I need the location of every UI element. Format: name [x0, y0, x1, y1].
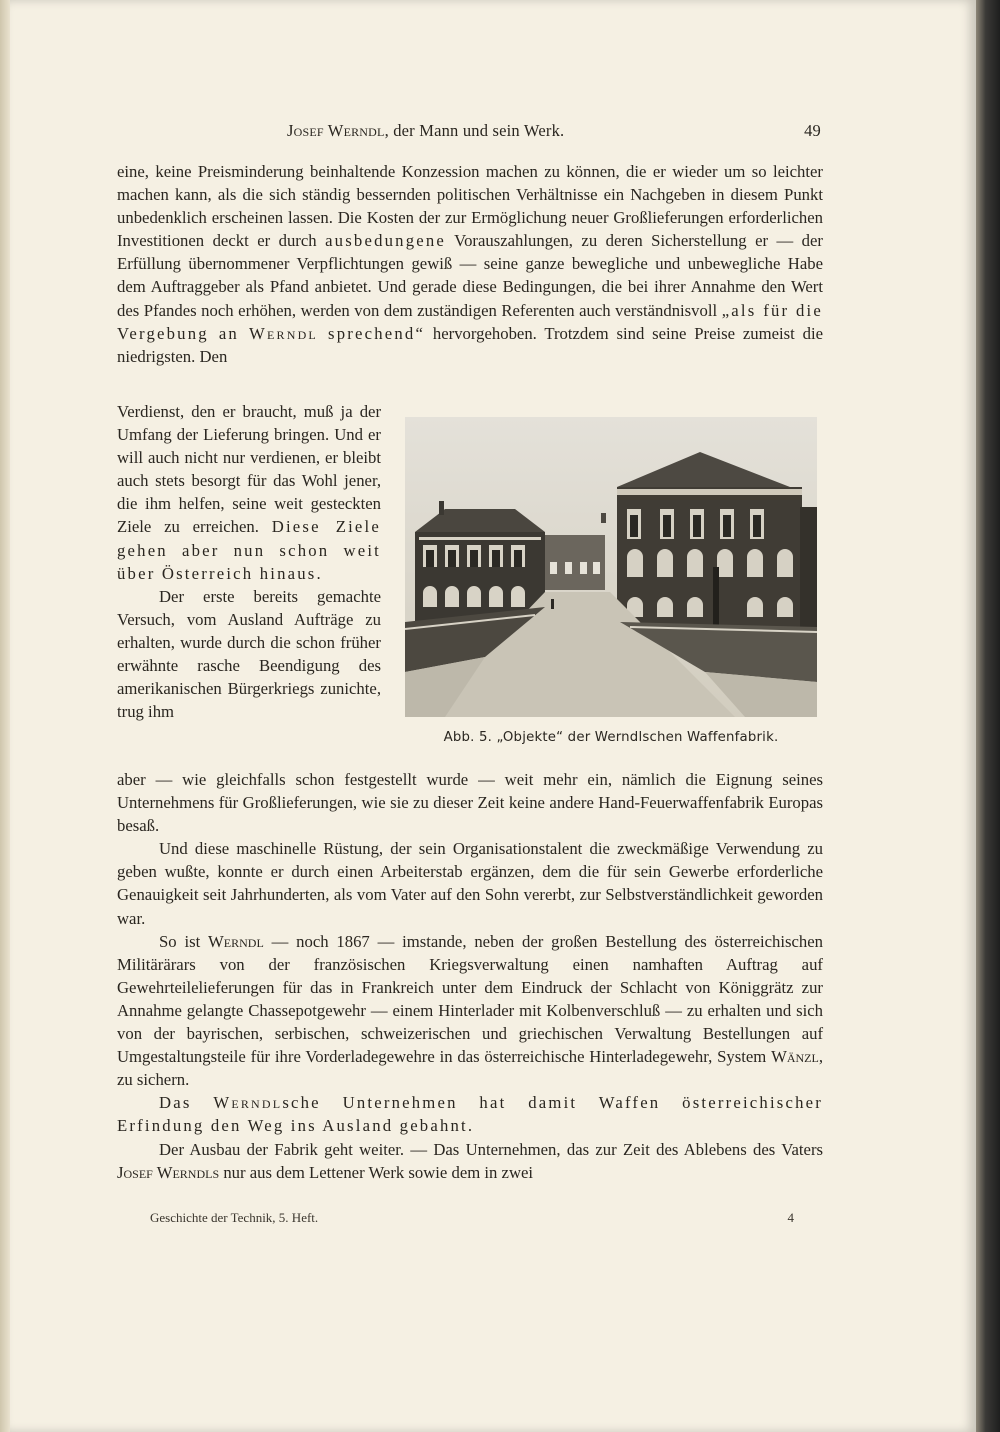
text-run: sche Unternehmen hat damit Waffen österreichischer Erfindung den Weg ins Ausland gebahnt. — [117, 1093, 823, 1136]
page-edge-shadow — [976, 0, 1000, 1432]
person-name: Werndl — [249, 323, 318, 343]
footer-series: Geschichte der Technik, 5. Heft. — [150, 1210, 319, 1225]
paragraph-spaced — [117, 1091, 823, 1137]
paragraph-continuation — [117, 768, 823, 837]
person-name: Werndl — [208, 931, 264, 951]
body-text-left-column — [117, 400, 381, 723]
text-run: nur aus dem Lettener Werk sowie dem in zwei — [219, 1162, 534, 1182]
paragraph-continuation — [117, 400, 381, 585]
text-run: Der Ausbau der Fabrik geht weiter. — Das Unternehmen, das zur Zeit des Ablebens des Vaters — [159, 1139, 823, 1159]
figure-person — [551, 599, 554, 609]
text-run: hervorgehoben. Trotzdem sind seine Preise zumeist die niedrigsten. Den — [117, 323, 823, 366]
text-run: Verdienst, den er braucht, muß ja der Umfang der Lieferung bringen. Und er will auch nicht nur verdienen, er bleibt auch stets besorgt für das Wohl jener, die ihm helfen, seine weit gesteckten Ziele zu erreichen. — [117, 402, 381, 537]
paragraph — [117, 585, 381, 724]
text-run: aber — wie gleichfalls schon festgestellt wurde — weit mehr ein, nämlich die Eignung seines Unternehmens für Großlieferungen, wie sie zu dieser Zeit keine andere Hand-Feuerwaffenfabrik Europas besaß. — [117, 770, 823, 836]
body-text-top — [117, 160, 823, 368]
header-author-name: Josef Werndl — [287, 121, 385, 140]
figure-caption: Abb. 5. „Objekte“ der Werndlschen Waffenfabrik. — [443, 730, 779, 745]
spaced-text: Diese Ziele gehen aber nun schon weit über Österreich hinaus. — [117, 517, 381, 583]
body-text-bottom — [117, 768, 823, 1184]
paragraph — [117, 837, 823, 929]
text-run: Und diese maschinelle Rüstung, der sein Organisationstalent die zweckmäßige Verwendung zu geben wußte, konnte er durch einen Arbeiterstab ergänzen, dem die für sein Gewerbe erforderliche Genauigkeit seit Jahrhunderten, als vom Vater auf den Sohn vererbt, zur Selbstverständlichkeit geworden war. — [117, 839, 823, 928]
spaced-text: ausbedungene — [325, 231, 447, 251]
text-run: Der erste bereits gemachte Versuch, vom Ausland Aufträge zu erhalten, wurde durch die schon früher erwähnte rasche Beendigung des amerikanischen Bürgerkriegs zunichte, trug ihm — [117, 586, 381, 722]
running-header — [117, 118, 823, 146]
running-title — [287, 121, 564, 141]
factory-photo-drawing — [405, 417, 817, 717]
footer-signature-mark: 4 — [787, 1210, 794, 1225]
paragraph — [117, 930, 823, 1092]
header-title-text: , der Mann und sein Werk. — [384, 121, 565, 140]
text-run: eine, keine Preisminderung beinhaltende Konzession machen zu können, die er wieder um so leichter machen kann, als die sich ständig bessernden politischen Verhältnisse ein Nachgeben in diesem Punkt unbedenklich erscheinen lassen. Die Kosten der zur Ermöglichung neuer Großlieferungen erforderlichen Investitionen deckt er durch — [117, 162, 823, 251]
page-number: 49 — [804, 121, 821, 140]
person-name: Wänzl — [771, 1047, 819, 1067]
spaced-quote: „als für die Vergebung an — [117, 300, 823, 343]
text-run: Das — [159, 1093, 214, 1113]
person-name: Josef Werndls — [117, 1162, 220, 1182]
paragraph — [117, 1138, 823, 1184]
spaced-quote: sprechend“ — [317, 323, 426, 343]
text-run: Vorauszahlungen, zu deren Sicherstellung er — der Erfüllung übernommener Verpflichtungen gewiß — seine ganze bewegliche und unbewegliche Habe dem Auftraggeber als Pfand anbietet. Und gerade diese Bedingungen, die bei ihrer Annahme den Wert des Pfandes noch erhöhen, werden von dem zuständigen Referenten auch verständnisvoll — [117, 231, 823, 320]
distant-building — [543, 535, 605, 590]
text-run: — noch 1867 — imstande, neben der großen Bestellung des österreichischen Militärärars von der französischen Kriegsverwaltung einen namhaften Auftrag auf Gewehrteilelieferungen für das in Frankreich unter dem Eindruck der Schlacht von Königgrätz zur Annahme gelangte Chassepotgewehr — einem Hinterlader mit Kolbenverschluß — zu erhalten und sich von der bayrischen, serbischen, schweizerischen und griechischen Verwaltung Bestellungen auf Umgestaltungsteile für ihre Vorderladegewehre in das österreichische Hinterladegewehr, System — [117, 931, 823, 1067]
page-footer — [150, 1210, 794, 1232]
left-factory-building — [415, 501, 545, 622]
paragraph — [117, 160, 823, 368]
factory-photo — [405, 417, 817, 717]
text-run: So ist — [159, 931, 209, 951]
person-name: Werndl — [213, 1093, 283, 1113]
text-run: , zu sichern. — [117, 1047, 823, 1090]
